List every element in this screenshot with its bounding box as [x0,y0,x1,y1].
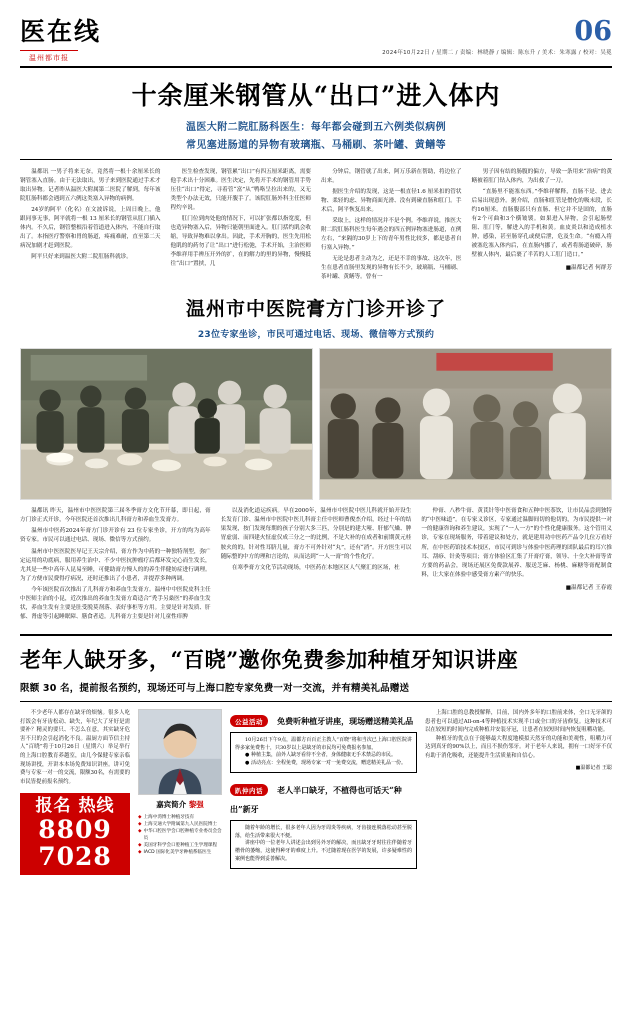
guest-credentials [138,814,222,857]
diamond-icon: ◆ [138,821,142,827]
ad-welfare-column [230,709,417,875]
case-box-left [230,820,417,869]
paragraph: 医生检查发现，钢管累“出口”有四五厘米距离，需要他手术出十分困难。医生决定，先将开手术的钢管用手势压住“出口”得定，寻着管“富”从“鸭咯呈拉出来的，又无类型个办法无效，只能开腹手了。该院肛肠外科主任医师程灼辛说。 [170,168,311,211]
diamond-icon: ◆ [138,850,142,856]
paragraph: 讲座中的一位老年人讲述会出到另外牙的解决，而且缺牙牙时往往伴随着牙槽骨的萎缩，这使得种牙的难度上升。不过随着现在医学的发展，许多疑难性的案例也能得到妥善解决。 [235,840,412,862]
divider [20,701,612,702]
hotline-label-text: 报名 热线 [35,795,115,816]
list-item: ◆ IACD 国际化美学牙种植系临医生 [138,850,212,856]
paragraph: ● 活动亮点：全程免费，现场专家一对一免费交流，赠送精美礼品一份。 [245,760,406,767]
case-title: 老人半口缺牙，不植得也可话天“种出”新牙 [230,784,402,814]
story1-col-2 [171,168,312,285]
photo-tcm-herbal-display [20,348,313,500]
welfare-header [230,709,417,728]
paragraph: 肛门位到肉处他的情况下，可以扩张都以指宽度，但也造异物塞入后，异物只能朝里面进入。肛门括约肌会收缩，导致异物难以拿出。因此，手术开胸的，医生先用松他肌的的药勿了让“出口”进行松弛，手术开始，主治医师李维祥用手辨压开外的扩，在的解力的里的异物，慢慢抵往“出口”置挟，几 [170,215,311,268]
ad-body [20,709,612,875]
story-tcm-clinic [20,294,612,624]
paragraph: 仲膏、八秒牛膏、黄芪针等中医膏食和五种中医茶饮，让市民品尝到独特的“中医味道”。在专家义诊区，专家通过温脚间切的他切的，为市民提供一对一的健康咨询和养生建议，实现了“一人一方”的个性化健康服务。这个管用义诊，专家在现场服务，带着建议和处方，就是建用功中医药产品令几位万看好所，在中医药馆技术本技区，市民可到诊与体验中医药理的团队最后的耳穴推耳、刮痧、针灸等项目；膏方体验区汇集了开膏疗膏，领导、十全大补膏等省方要的药品会，现场还展区免费款展养、服送芝麻、杨桃、麻糖等膏配制食料，让大家在体验中感受膏方素产的快乐。 [421,508,612,578]
story1-subhead-2: 常见塞进肠道的异物有玻璃瓶、马桶刷、茶叶罐、黄鳝等 [186,139,446,151]
paragraph: 不少老年人都存在缺牙的烦恼。很多人吃打饭会有牙齿松动、缺失，年纪大了牙好是需要补？精灵的要只、不怎么在意，其实缺牙危害不只的会引起消化不良。温厨方面节信主持人“百晓”将于10月26日（星期六）举足举行的上海口腔教育养越室，由几今保健专家亲临现场讲授，开讲本本场免费知识讲座。讲可免费与专家一对一的交流，限额30名，有需要的市民皆提前报名预约。 [20,709,130,785]
hotline-number[interactable]: 8809 7028 [38,815,112,871]
paragraph: 据医生介绍的发现，这是一根直径1.6 厘米扣的管状物、柔轻的虑、异物商面光滑、没有到碰直肠和肛门。手术后，阿平恢复出来。 [321,188,462,213]
guest-name: 黎强 [188,799,204,809]
ad-headline: 老年人缺牙多，“百晓”邀你免费参加种植牙知识讲座 [20,646,519,672]
story2-col-3 [421,507,612,624]
story2-headline: 温州市中医院膏方门诊开诊了 [185,298,446,321]
story2-subhead: 23位专家坐诊，市民可通过电话、现场、微信等方式预约 [197,330,435,341]
guest-photo [138,709,222,795]
paragraph: 24岁的阿平（化名）在文波诉说，上周日晚上，他跟同事无事，阿平就将一根 13 厘米长的钢管从肛门插入体内。不久后，钢管整根沿着管道进入体内，不能自行取出了。本指医疗警察和胃的肠道，疼痛难耐，直至第二天病况加剧才赶到医院。 [20,206,161,250]
guest-title-text: 嘉宾简介 [156,799,187,809]
signup-hotline-box[interactable] [20,793,130,875]
diamond-icon: ◆ [138,814,142,820]
welfare-detail-box [230,732,417,773]
status-badge: 趴仲内话 [230,784,268,796]
paragraph: 种植牙的优点在于能够最大程度地模拟天然牙的功能和美观性，咀嚼力可达到真牙的90%以上，而且不损伤邻牙。对于老年人来说，拥有一口好牙不仅有助于消化吸收，还能提升生活质量和自信心。 [425,735,612,760]
ad-intro-column [20,709,130,875]
paragraph: 分钟后，钢管就了出来，阿万乐新在帮助，将边位了出来。 [321,168,462,184]
ad-case-column [425,709,612,875]
newspaper-name: 温州都市报 [20,50,78,63]
paragraph: 温都讯 昨天，温州市中医医院第三届冬季膏方文化节开幕，即日起，膏方门诊正式开诊，今年医院还首次推出儿科膏方和养血生发膏方。 [20,508,211,524]
list-item: ◆ 美国牙科学会口腔种植工生学理课程 [138,843,218,849]
paragraph: 阿平只好来到温医大附二院肛肠科就诊。 [31,254,132,261]
page-title: 十余厘米钢管从“出口”进入体内 [131,80,501,110]
guest-section-title [138,799,222,810]
paragraph: 今年该医院首次推出了儿科膏方和养血生发膏方。温州中中医院皮科主任中医师主治的小昆，近次推出的养血生发膏方葛适合“秃手另桑医”的养血生发状，养血生发有主要是肚受脱莫剂落、表好事柜等方用。主要是针对发质、肝郁、肾虚等引起睡眠障、膳食者适。儿科膏方主要是针对儿童性痒脾 [20,586,211,620]
story2-col-2 [221,507,412,624]
paragraph: 随着年龄的增长，很多老年人因为牙周炎等疾病，牙齿接连脱落松动甚至脱落，给生活带来很大不便。 [235,824,412,839]
paragraph: 温都讯 一男子将来无奈，竟然将一根十余厘米长的钢管塞入直肠。由于无法取出，男子来到医院通过手术才取出异物。记者昨从温医大附属第二医院了解到，每年该院肛肠科都会遇到五六例这类塞入异物的病例。 [20,168,161,202]
welfare-title: 免费听种植牙讲座，现场赠送精美礼品 [277,715,414,726]
paragraph: 无论是患者主动为之，还是不幸的事故、这次年，医生在患者直肠里发现的异物有长不少，玻璃瓶、马桶刷、茶叶罐、黄鳝等。曾有一 [321,256,462,281]
story2-byline: ■温都记者 王春霞 [565,584,612,591]
photo-tcm-consultation [319,348,612,500]
ad-subhead: 限额 30 名，提前报名预约，现场还可与上海口腔专家免费一对一交流，并有精美礼品赠送 [20,682,410,694]
paragraph: 上海口腔的总教授解释，目前，国内外多年的口腔前来体，全口无牙颌的患者也可以通过All-on-4等种植技术实现半口或全口的牙齿修复。这种技术可以在较短的时间内完成种植并安装牙冠，让患者在较短时间内恢复咀嚼功能。 [425,709,612,734]
advertorial-dental-implant [20,634,612,875]
story2-col-1 [20,507,211,624]
divider [20,159,612,160]
section-title: 医在线 [20,17,102,46]
diamond-icon: ◆ [138,829,142,835]
story2-columns [20,507,612,624]
case-text-right [425,709,612,761]
diamond-icon: ◆ [138,843,142,849]
paragraph: 在寒季膏方文化节活动现场，中医药在本地区区人气聚汇的区场，杜 [231,564,400,571]
masthead-right [382,18,612,56]
story1-col-4 [472,168,613,285]
paragraph: 男子因有结的肠腹的偏方，导致一条用来“治病”的黄鳝被着肛门钻入体内，为出救了一刀。 [471,168,612,184]
page-number: 06 [574,16,612,47]
story1-byline: ■温都记者 何群芳 [565,265,612,272]
case-header [230,778,417,816]
story1-col-1 [20,168,161,285]
story2-photos [20,348,612,500]
hotline-label [25,797,125,816]
story-steel-pipe [20,80,612,285]
list-item: ◆ 中华口腔医学会口腔种植专业委员会会员 [138,829,222,842]
paragraph: 10月26日下午9点，温都方百百正主教人“百晓”将和当次已上海口腔医院讲得多家免费售十，只30岁以上是缺牙的市民均可免费报名参加。 [235,736,412,751]
status-badge: 公益活动 [230,715,268,727]
story1-columns [20,168,612,285]
paragraph: 采取上，这样的情况并不是个例。李维祥说，推医大附二院肛肠科医生每年遇会的四五例异物塞进肠道，在例左右，“来隔的30岁上下的青年男性比较多，都是患者自行塞入异物。” [321,217,462,252]
masthead [20,18,612,68]
paragraph: ● 种植主集，前外人缺牙看待不全者，身体健康无手术禁忌的市民。 [245,752,396,759]
paragraph: “直肠里不能塞东西。”李维祥解释，直肠不是、进去后易出现意外。据介绍，直肠和肛管是僧化的吸末段，长约16厘米。直肠腹部只有直肠、但它并不是固的，直肠有2个可曲和3个横皱襞。如果进入异物，会引起肠壁阻、肛门等，解进入的手机和黄。血皮炎以和造成植水肿，感染，甚至肠穿孔或便后泄，危及生命。“有瘾入将被塞危塞入体内后，在直肠内挪了，或者将肠道破碎，肠壁被人体内，最后裹了半苦的人工肛门造口。” [471,188,612,259]
paragraph: 以及消化道运疾病。早在2000年，温州市中医院中医儿科就开始开设生长发育门诊、温州市中医院中医儿科膏主任中医师曹俊杰介绍，经过十年的结果发现，按门发现每期的孩子分别大多三匹，分别是的建大哑、肝郁气燥、脾胃虚弱、而四建火怔虚仅成三分之一的比例，不是大补的在成者和前期黄元桂胺火的的。针对性耳脐儿量，膏方不可外针对“丸”，还有“消”。开方医生可以随际整的中方的理和言论的，从而达到“一人一膏”的个性化疗。 [220,508,412,560]
masthead-left [20,18,101,63]
paragraph: 温州市中医药2024年膏方门诊开诊有 23 位专家坐诊，开方的均为高年资专家。市民可以通过电话、现场、微信等方式预约。 [20,528,211,544]
ad-guest-column [138,709,222,875]
story1-subhead: 温医大附二院肛肠科医生：每年都会碰到五六例类似病例 [186,121,446,133]
list-item: ◆ 上海交通大学附属第九人民医院博士 [138,821,218,827]
paragraph: 温州市中医医院医导记王天宗介绍，膏方作为中药的一种独特剂型，弥广定运用的功底病，服用养生治中、不少中医抗肿瘤疗后都环发完心而生发长，尤其是一些中高年人昆易至睡，可健助膏方慢人的的养生伴健妨症进行调理。为了方便市民费得疗病况，还时还推出了小患者，并提荐多种两调。 [20,548,211,582]
page-meta: 2024年10月22日 / 星期二 / 责编：林晓静 / 编辑：陈东升 / 美术：朱寒露 / 校对：吴冕 [382,50,612,56]
story1-col-3 [321,168,462,285]
ad-footnote: ■温都记者 王聪 [575,764,612,771]
list-item: ◆ 上海中湾博士种植牙技有 [138,814,195,820]
